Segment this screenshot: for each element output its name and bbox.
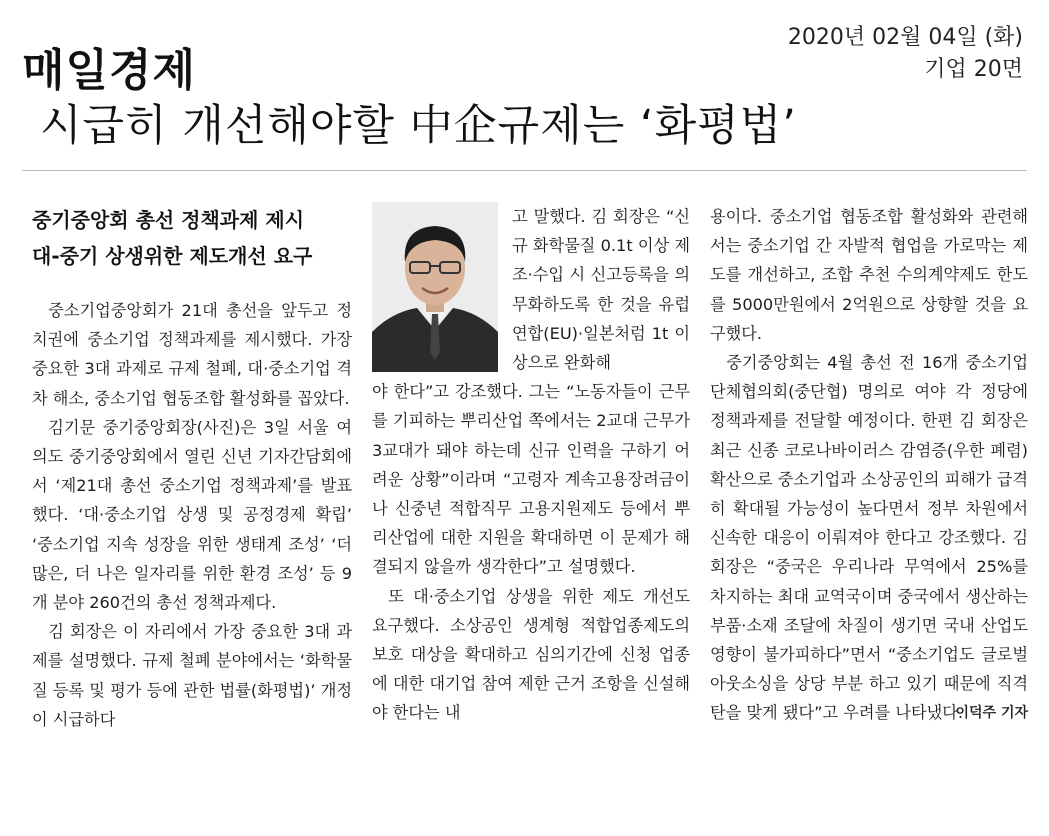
article-headline: 시급히 개선해야할 中企규제는 ‘화평법’ xyxy=(40,101,797,151)
newspaper-masthead: 매일경제 xyxy=(22,45,197,96)
column-2 xyxy=(372,202,690,728)
photo-block xyxy=(372,202,690,377)
column-3 xyxy=(710,202,1028,728)
headline-divider xyxy=(22,170,1027,171)
byline: 이덕주 기자 xyxy=(955,704,1028,721)
portrait-photo xyxy=(372,202,498,372)
publication-date: 2020년 02월 04일 (화) xyxy=(787,25,1023,50)
dateline xyxy=(788,22,1023,86)
text-beside-photo xyxy=(512,202,690,377)
paragraph: 용이다. 중소기업 협동조합 활성화와 관련해서는 중소기업 간 자발적 협업을 가로막는 제도를 개선하고, 조합 추천 수의계약제도 한도를 5000만원에서 2억원으로 상향할 것을 요구했다. xyxy=(710,207,1028,343)
subhead-line-1: 중기중앙회 총선 정책과제 제시 xyxy=(32,208,305,232)
paragraph: 중소기업중앙회가 21대 총선을 앞두고 정치권에 중소기업 정책과제를 제시했다. 가장 중요한 3대 과제로 규제 철폐, 대·중소기업 격차 해소, 중소기업 협동조합 활성화를 꼽았다. xyxy=(32,301,352,408)
subheadline xyxy=(32,202,352,274)
paragraph: 또 대·중소기업 상생을 위한 제도 개선도 요구했다. 소상공인 생계형 적합업종제도의 보호 대상을 확대하고 심의기간에 신청 업종에 대한 대기업 참여 제한 근거 조항을 신설해야 한다는 내 xyxy=(372,586,690,723)
paragraph: 야 한다”고 강조했다. 그는 “노동자들이 근무를 기피하는 뿌리산업 쪽에서는 2교대 근무가 3교대가 돼야 하는데 신규 인력을 구하기 어려운 상황”이라며 “고령자 계속고용장려금이나 신중년 적합직무 고용지원제도 등에서 뿌리산업에 대한 지원을 확대하면 이 문제가 해결되지 않을까 생각한다”고 설명했다. xyxy=(372,382,690,577)
paragraph: 김기문 중기중앙회장(사진)은 3일 서울 여의도 중기중앙회에서 열린 신년 기자간담회에서 ‘제21대 총선 중소기업 정책과제’를 발표했다. ‘대·중소기업 상생 및 공정경제 확립’ ‘중소기업 지속 성장을 위한 생태계 조성’ ‘더 많은, 더 나은 일자리를 위한 환경 조성’ 등 9개 분야 260건의 총선 정책과제다. xyxy=(32,417,352,613)
paragraph: 고 말했다. 김 회장은 “신규 화학물질 0.1t 이상 제조·수입 시 신고등록을 의무화하도록 한 것을 유럽연합(EU)·일본처럼 1t 이상으로 완화해 xyxy=(512,207,690,373)
paragraph: 김 회장은 이 자리에서 가장 중요한 3대 과제를 설명했다. 규제 철폐 분야에서는 ‘화학물질 등록 및 평가 등에 관한 법률(화평법)’ 개정이 시급하다 xyxy=(32,622,352,729)
column-1 xyxy=(32,202,352,734)
section-page: 기업 20면 xyxy=(924,57,1023,82)
subhead-line-2: 대-중기 상생위한 제도개선 요구 xyxy=(32,244,313,268)
paragraph: 중기중앙회는 4월 총선 전 16개 중소기업단체협의회(중단협) 명의로 여야 각 정당에 정책과제를 전달할 예정이다. 한편 김 회장은 최근 신종 코로나바이러스 감염증(우한 폐렴) 확산으로 중소기업과 소상공인의 피해가 급격히 확대될 가능성이 높다면서 정부 차원에서 신속한 대응이 이뤄져야 한다고 강조했다. 김 회장은 “중국은 우리나라 무역에서 25%를 차지하는 최대 교역국이며 중국에서 생산하는 부품·소재 조달에 차질이 생기면 국내 산업도 영향이 불가피하다”면서 “중소기업도 글로벌 아웃소싱을 상당 부분 하고 있기 때문에 직격탄을 맞게 됐다”고 우려를 나타냈다. xyxy=(710,353,1028,723)
